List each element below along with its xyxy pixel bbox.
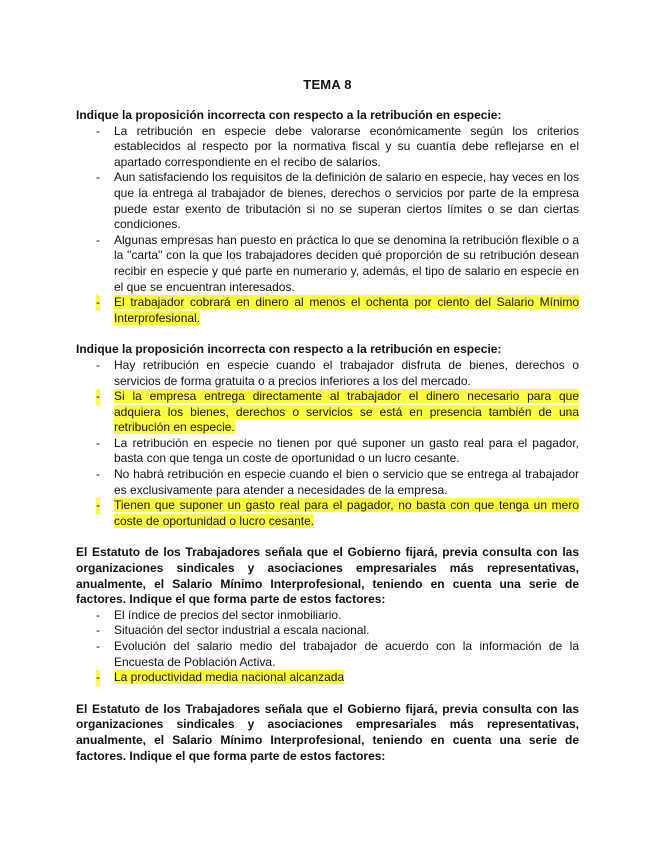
dash-bullet-icon: - (96, 435, 100, 450)
answer-text: El índice de precios del sector inmobiliario. (114, 607, 342, 622)
dash-bullet-icon: - (96, 498, 100, 513)
answer-option-highlighted (76, 295, 579, 326)
dash-bullet-icon: - (96, 639, 100, 653)
answer-option (76, 436, 579, 467)
answer-text: El trabajador cobrará en dinero al menos el ochenta por ciento del Salario Mínimo Interprofesional. (114, 295, 579, 325)
answer-options (76, 358, 579, 530)
question-block (76, 702, 579, 764)
dash-bullet-icon: - (96, 357, 100, 372)
answer-text: Tienen que suponer un gasto real para el pagador, no basta con que tenga un mero coste de oportunidad o lucro cesante. (114, 498, 579, 528)
dash-bullet-icon: - (96, 607, 100, 622)
question-text: El Estatuto de los Trabajadores señala que el Gobierno fijará, previa consulta con las organizaciones sindicales y asociaciones empresariales más representativas, anualmente, el Salario Mínimo Interprofesional, teniendo en cuenta una serie de factores. Indique el que forma parte de estos factores: (76, 701, 579, 763)
answer-option (76, 608, 579, 624)
dash-bullet-icon: - (96, 232, 100, 247)
answer-option (76, 124, 579, 171)
question-block (76, 342, 579, 529)
question-text: Indique la proposición incorrecta con respecto a la retribución en especie: (76, 342, 502, 357)
answer-option-highlighted (76, 389, 579, 436)
answer-option (76, 358, 579, 389)
dash-bullet-icon: - (96, 295, 100, 310)
dash-bullet-icon: - (96, 670, 100, 685)
answer-text: La productividad media nacional alcanzada (114, 670, 345, 685)
question-block (76, 108, 579, 326)
dash-bullet-icon: - (96, 389, 100, 404)
dash-bullet-icon: - (96, 123, 100, 138)
question-text: Indique la proposición incorrecta con respecto a la retribución en especie: (76, 108, 502, 122)
question-block (76, 545, 579, 685)
answer-option (76, 623, 579, 639)
dash-bullet-icon: - (96, 467, 100, 482)
answer-text: Evolución del salario medio del trabajador de acuerdo con la información de la Encuesta de Población Activa. (114, 639, 579, 669)
answer-options (76, 124, 579, 327)
answer-text: No habrá retribución en especie cuando el bien o servicio que se entrega al trabajador es exclusivamente para atender a necesidades de la empresa. (114, 467, 579, 497)
answer-text: La retribución en especie no tienen por qué suponer un gasto real para el pagador, basta con que tenga un coste de oportunidad o un lucro cesante. (114, 435, 579, 466)
answer-option-highlighted (76, 498, 579, 529)
answer-text: Situación del sector industrial a escala nacional. (114, 623, 370, 638)
dash-bullet-icon: - (96, 623, 100, 638)
answer-option (76, 639, 579, 670)
answer-option (76, 170, 579, 232)
answer-text: Aun satisfaciendo los requisitos de la definición de salario en especie, hay veces en los que la entrega al trabajador de bienes, derechos o servicios por parte de la empresa puede estar exento de tributación si no se superan ciertos límites o se dan ciertas condiciones. (114, 170, 579, 232)
answer-text: Si la empresa entrega directamente al trabajador el dinero necesario para que adquiera los bienes, derechos o servicios se está en presencia también de una retribución en especie. (114, 389, 579, 435)
question-text: El Estatuto de los Trabajadores señala que el Gobierno fijará, previa consulta con las organizaciones sindicales y asociaciones empresariales más representativas, anualmente, el Salario Mínimo Interprofesional, teniendo en cuenta una serie de factores. Indique el que forma parte de estos factores: (76, 545, 579, 607)
dash-bullet-icon: - (96, 170, 100, 185)
question-list (76, 108, 579, 780)
answer-text: Algunas empresas han puesto en práctica lo que se denomina la retribución flexible o a la "carta" con la que los trabajadores deciden qué proporción de su retribución desean recibir en especie y qué parte en numerario y, además, el tipo de salario en especie en el que se encuentran interesados. (114, 232, 579, 294)
answer-text: La retribución en especie debe valorarse económicamente según los criterios establecidos al respecto por la normativa fiscal y su cuantía debe reflejarse en el apartado correspondiente en el recibo de salarios. (114, 123, 579, 169)
answer-option (76, 233, 579, 295)
answer-option-highlighted (76, 670, 579, 686)
answer-text: Hay retribución en especie cuando el trabajador disfruta de bienes, derechos o servicios de forma gratuita o a precios inferiores a los del mercado. (114, 357, 579, 388)
answer-options (76, 608, 579, 686)
answer-option (76, 467, 579, 498)
page-title: TEMA 8 (303, 77, 352, 92)
